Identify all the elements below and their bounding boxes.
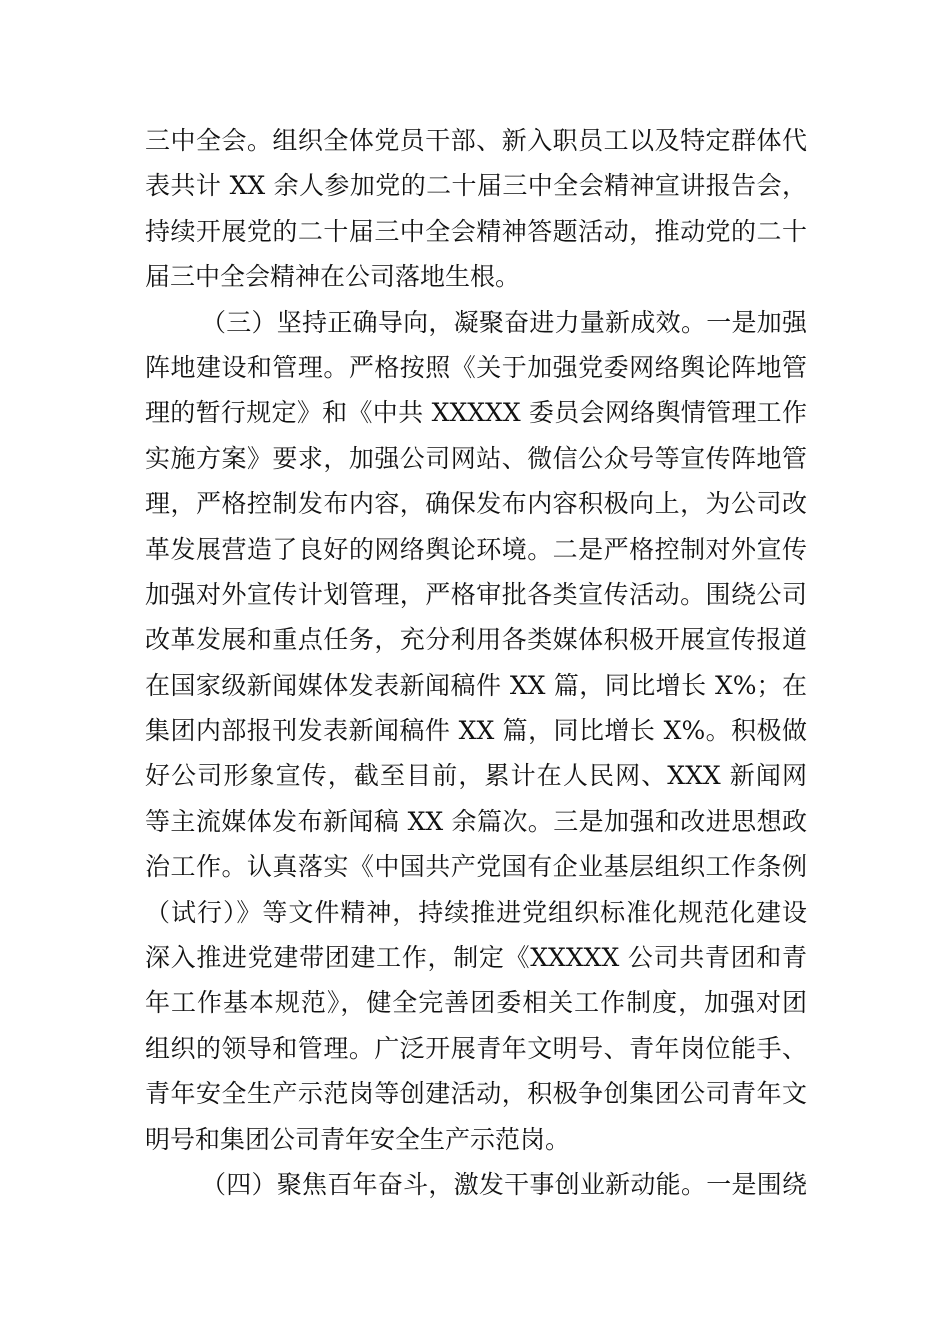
paragraph-3 bbox=[145, 1162, 807, 1207]
text-line: 理的暂行规定》和《中共 XXXXX 委员会网络舆情管理工作 bbox=[145, 398, 807, 428]
text-line: （四）聚焦百年奋斗，激发干事创业新动能。一是围绕 bbox=[201, 1169, 807, 1199]
text-line: 青年安全生产示范岗等创建活动，积极争创集团公司青年文 bbox=[145, 1079, 807, 1109]
paragraph-1 bbox=[145, 118, 807, 300]
text-line: 加强对外宣传计划管理，严格审批各类宣传活动。围绕公司 bbox=[145, 579, 807, 609]
text-line: 深入推进党建带团建工作，制定《XXXXX 公司共青团和青 bbox=[145, 943, 807, 973]
text-line: 改革发展和重点任务，充分利用各类媒体积极开展宣传报道 bbox=[145, 625, 807, 655]
text-line: 实施方案》要求，加强公司网站、微信公众号等宣传阵地管 bbox=[145, 443, 807, 473]
document-page bbox=[145, 118, 807, 1207]
text-line: 等主流媒体发布新闻稿 XX 余篇次。三是加强和改进思想政 bbox=[145, 806, 807, 836]
text-line: （三）坚持正确导向，凝聚奋进力量新成效。一是加强 bbox=[201, 307, 807, 337]
text-line: 理，严格控制发布内容，确保发布内容积极向上，为公司改 bbox=[145, 489, 807, 519]
text-line: 明号和集团公司青年安全生产示范岗。 bbox=[145, 1124, 571, 1154]
text-line: 组织的领导和管理。广泛开展青年文明号、青年岗位能手、 bbox=[145, 1033, 807, 1063]
text-line: 表共计 XX 余人参加党的二十届三中全会精神宣讲报告会， bbox=[145, 171, 807, 201]
text-line: 三中全会。组织全体党员干部、新入职员工以及特定群体代 bbox=[145, 126, 807, 155]
text-line: 在国家级新闻媒体发表新闻稿件 XX 篇，同比增长 X%；在 bbox=[145, 670, 807, 700]
text-line: 持续开展党的二十届三中全会精神答题活动，推动党的二十 bbox=[145, 216, 807, 246]
text-line: 革发展营造了良好的网络舆论环境。二是严格控制对外宣传 bbox=[145, 534, 807, 564]
text-line: 届三中全会精神在公司落地生根。 bbox=[145, 262, 521, 292]
text-line: 好公司形象宣传，截至目前，累计在人民网、XXX 新闻网 bbox=[145, 761, 807, 791]
text-line: 治工作。认真落实《中国共产党国有企业基层组织工作条例 bbox=[145, 852, 807, 882]
text-line: （试行）》等文件精神，持续推进党组织标准化规范化建设 bbox=[145, 897, 807, 927]
text-line: 集团内部报刊发表新闻稿件 XX 篇，同比增长 X%。积极做 bbox=[145, 716, 807, 746]
paragraph-2 bbox=[145, 300, 807, 1162]
text-line: 阵地建设和管理。严格按照《关于加强党委网络舆论阵地管 bbox=[145, 352, 807, 382]
text-line: 年工作基本规范》，健全完善团委相关工作制度，加强对团 bbox=[145, 988, 807, 1018]
